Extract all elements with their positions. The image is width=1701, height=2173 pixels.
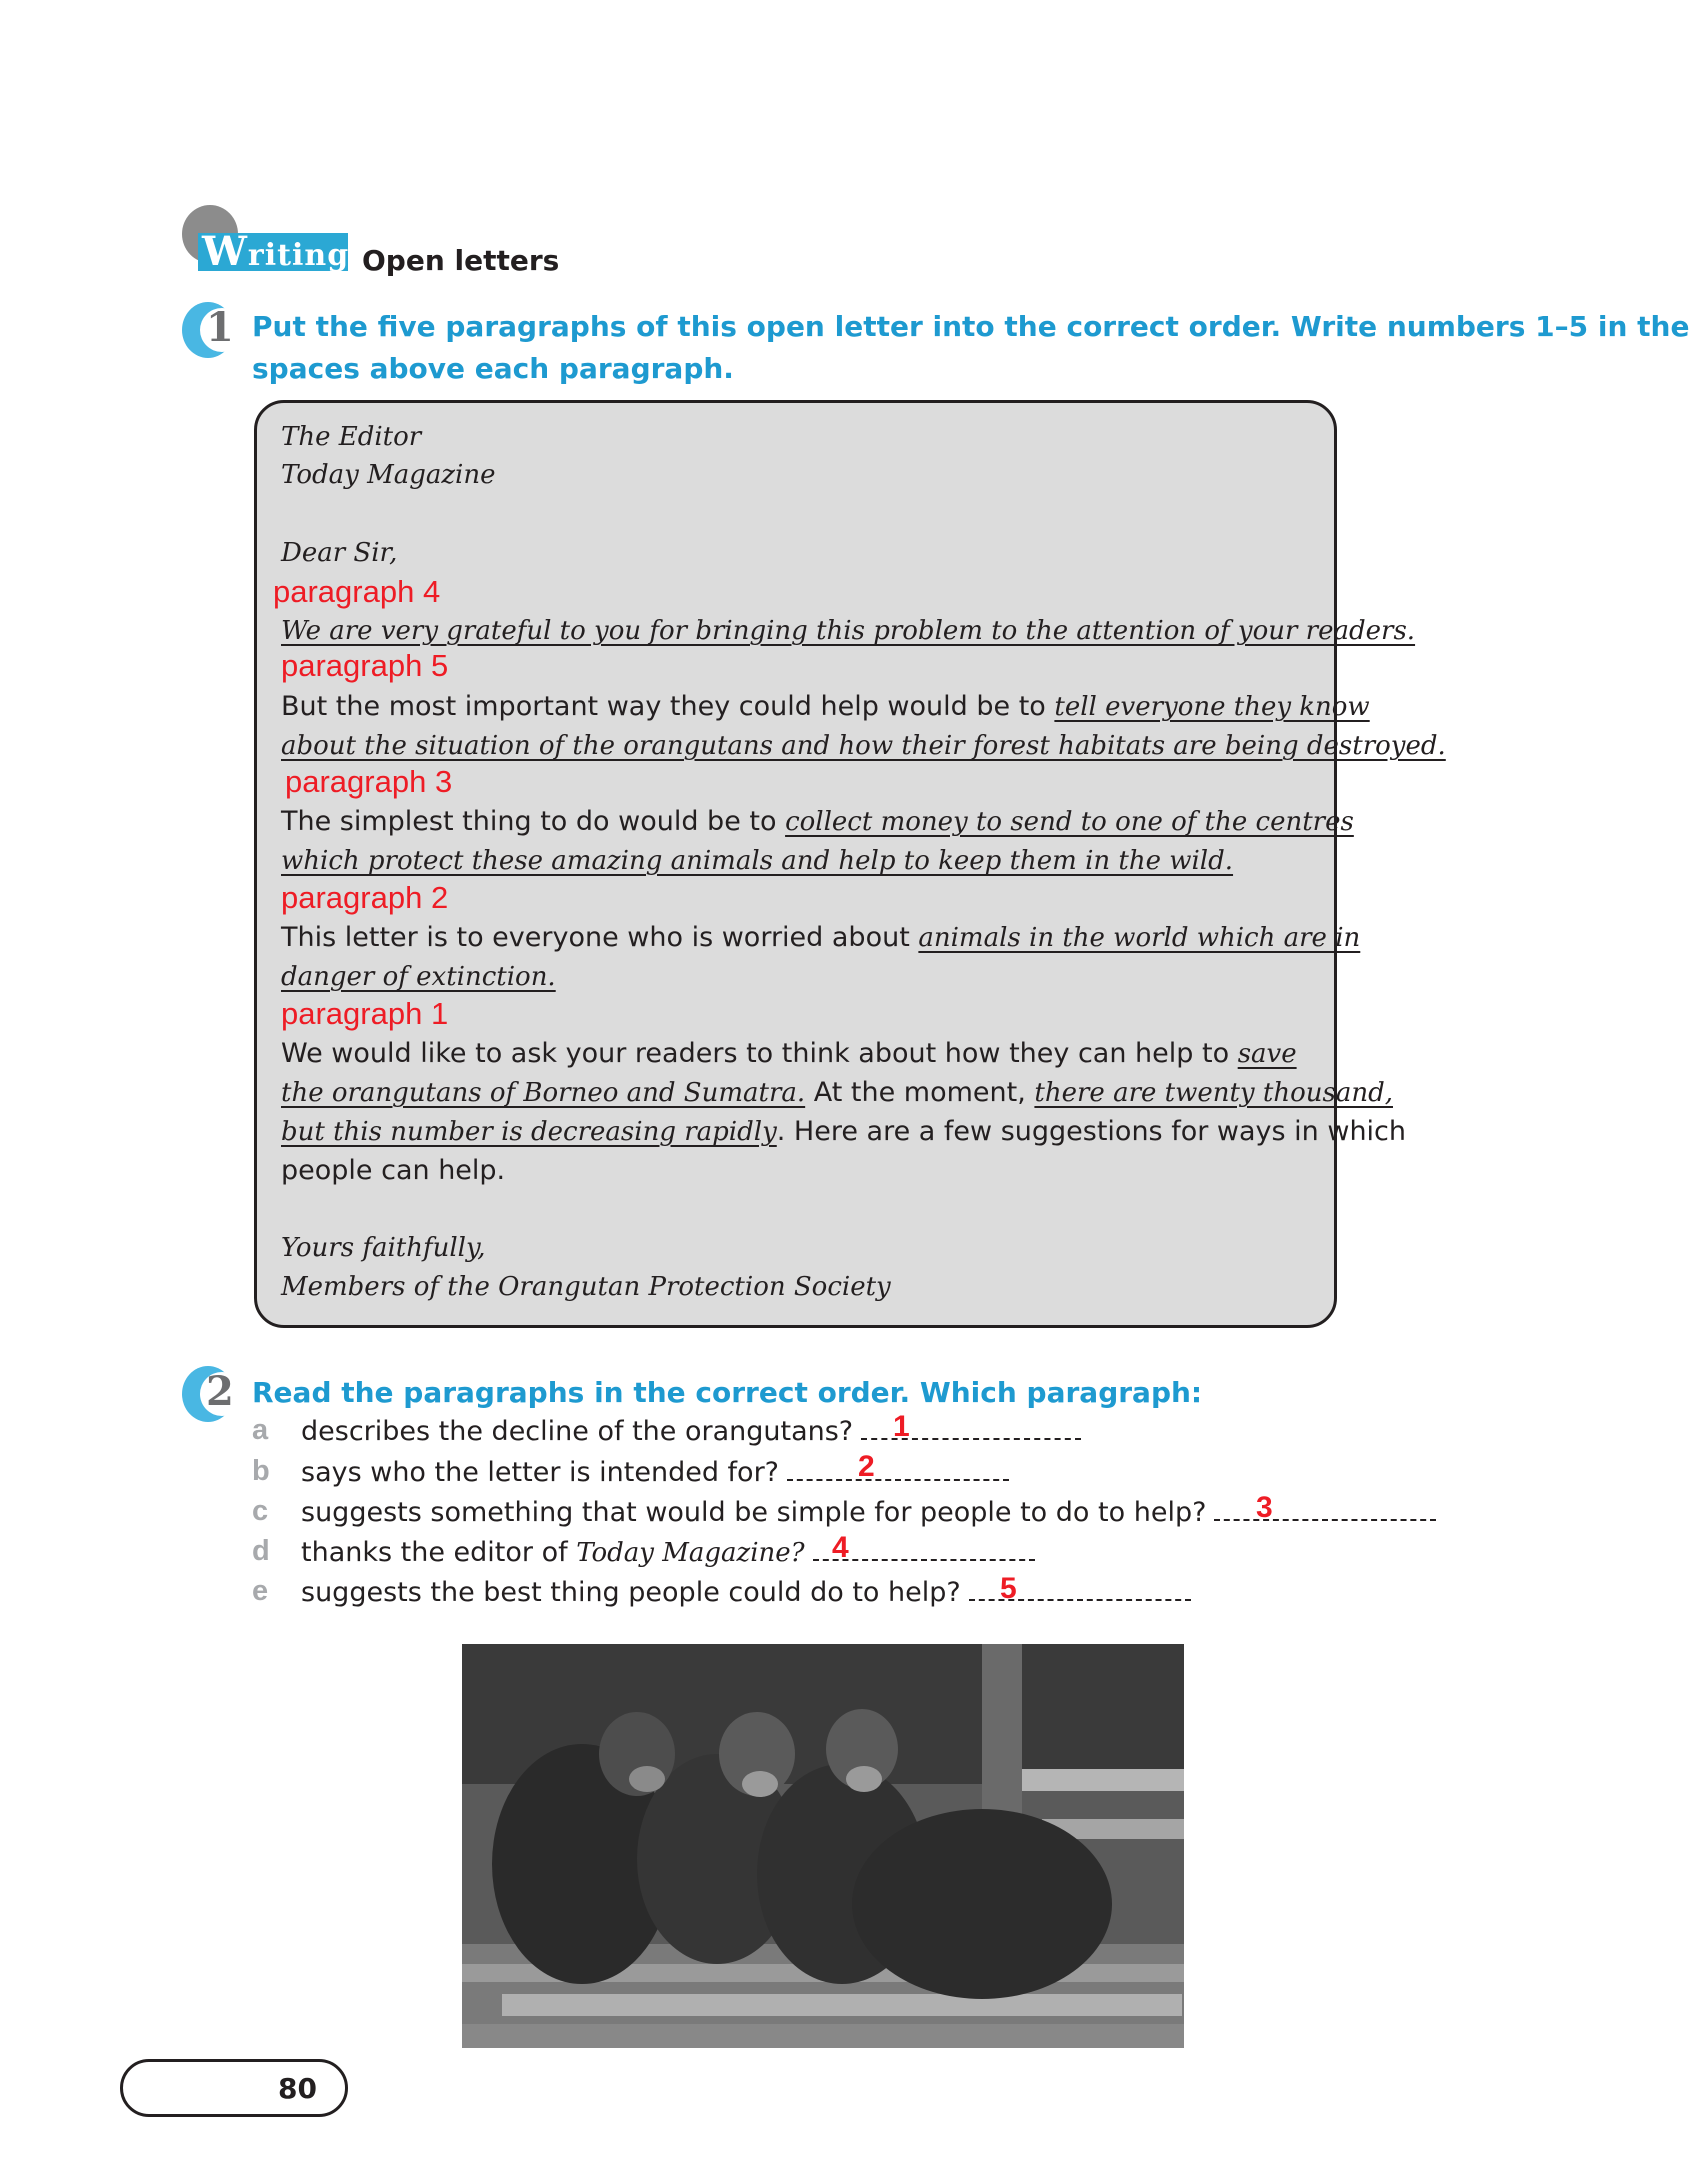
letter-signature: Members of the Orangutan Protection Society [281, 1272, 891, 1302]
paragraph-label: paragraph 5 [281, 648, 449, 683]
letter-paragraph-request-line2: the orangutans of Borneo and Sumatra. At the moment, there are twenty thousand, [281, 1077, 1393, 1108]
answer-d: 4 [832, 1531, 849, 1564]
answer-a: 1 [893, 1410, 910, 1443]
question-letter: a [252, 1414, 269, 1446]
paragraph-label: paragraph 1 [281, 996, 449, 1031]
letter-recipient: The Editor [281, 422, 422, 452]
letter-paragraph-thanks: We are very grateful to you for bringing this problem to the attention of your readers. [281, 616, 1416, 646]
letter-paragraph-best-way: But the most important way they could help would be to tell everyone they know [281, 691, 1370, 722]
photo-illustration [462, 1644, 1184, 2048]
page-number: 80 [278, 2072, 317, 2105]
exercise-number: 1 [206, 304, 234, 351]
exercise-1-instruction-line1: Put the five paragraphs of this open letter into the correct order. Write numbers 1–5 in the [252, 310, 1690, 343]
section-subtitle: Open letters [362, 244, 560, 277]
letter-paragraph-request-line3: but this number is decreasing rapidly. Here are a few suggestions for ways in which [281, 1116, 1407, 1147]
exercise-2-instruction: Read the paragraphs in the correct order. Which paragraph: [252, 1376, 1203, 1409]
answer-e: 5 [1000, 1572, 1017, 1605]
writing-section-badge [182, 205, 352, 275]
letter-paragraph-request-line4: people can help. [281, 1155, 506, 1186]
answer-blank[interactable] [787, 1477, 1009, 1481]
letter-paragraph-simplest-cont: which protect these amazing animals and help to keep them in the wild. [281, 846, 1234, 876]
question-letter: b [252, 1455, 270, 1487]
letter-paragraph-intro-cont: danger of extinction. [281, 962, 556, 992]
question-b: says who the letter is intended for? [301, 1457, 1009, 1488]
question-a: describes the decline of the orangutans? [301, 1416, 1081, 1447]
exercise-number: 2 [206, 1368, 234, 1415]
answer-blank[interactable] [1214, 1517, 1436, 1521]
letter-paragraph-simplest: The simplest thing to do would be to collect money to send to one of the centres [281, 806, 1354, 837]
answer-b: 2 [858, 1450, 875, 1483]
question-e: suggests the best thing people could do to help? [301, 1577, 1191, 1608]
letter-paragraph-request: We would like to ask your readers to think about how they can help to save [281, 1038, 1297, 1069]
answer-c: 3 [1256, 1491, 1273, 1524]
letter-greeting: Dear Sir, [281, 538, 398, 568]
letter-paragraph-best-way-cont: about the situation of the orangutans and how their forest habitats are being destroyed. [281, 731, 1446, 761]
exercise-1-badge [182, 302, 234, 358]
page-number-pill [120, 2059, 348, 2117]
exercise-1-instruction-line2: spaces above each paragraph. [252, 352, 734, 385]
question-d: thanks the editor of Today Magazine? [301, 1537, 1035, 1568]
exercise-2-badge [182, 1366, 234, 1422]
paragraph-label: paragraph 3 [285, 764, 453, 799]
question-letter: e [252, 1575, 269, 1607]
letter-paragraph-intro: This letter is to everyone who is worried about animals in the world which are in [281, 922, 1361, 953]
letter-closing: Yours faithfully, [281, 1233, 486, 1263]
letter-recipient-magazine: Today Magazine [281, 460, 496, 490]
paragraph-label: paragraph 2 [281, 880, 449, 915]
question-letter: c [252, 1495, 269, 1527]
paragraph-label: paragraph 4 [273, 574, 441, 609]
orangutans-photo [462, 1644, 1184, 2048]
writing-logo: Writing [202, 228, 350, 275]
question-c: suggests something that would be simple for people to do to help? [301, 1497, 1436, 1528]
question-letter: d [252, 1535, 270, 1567]
